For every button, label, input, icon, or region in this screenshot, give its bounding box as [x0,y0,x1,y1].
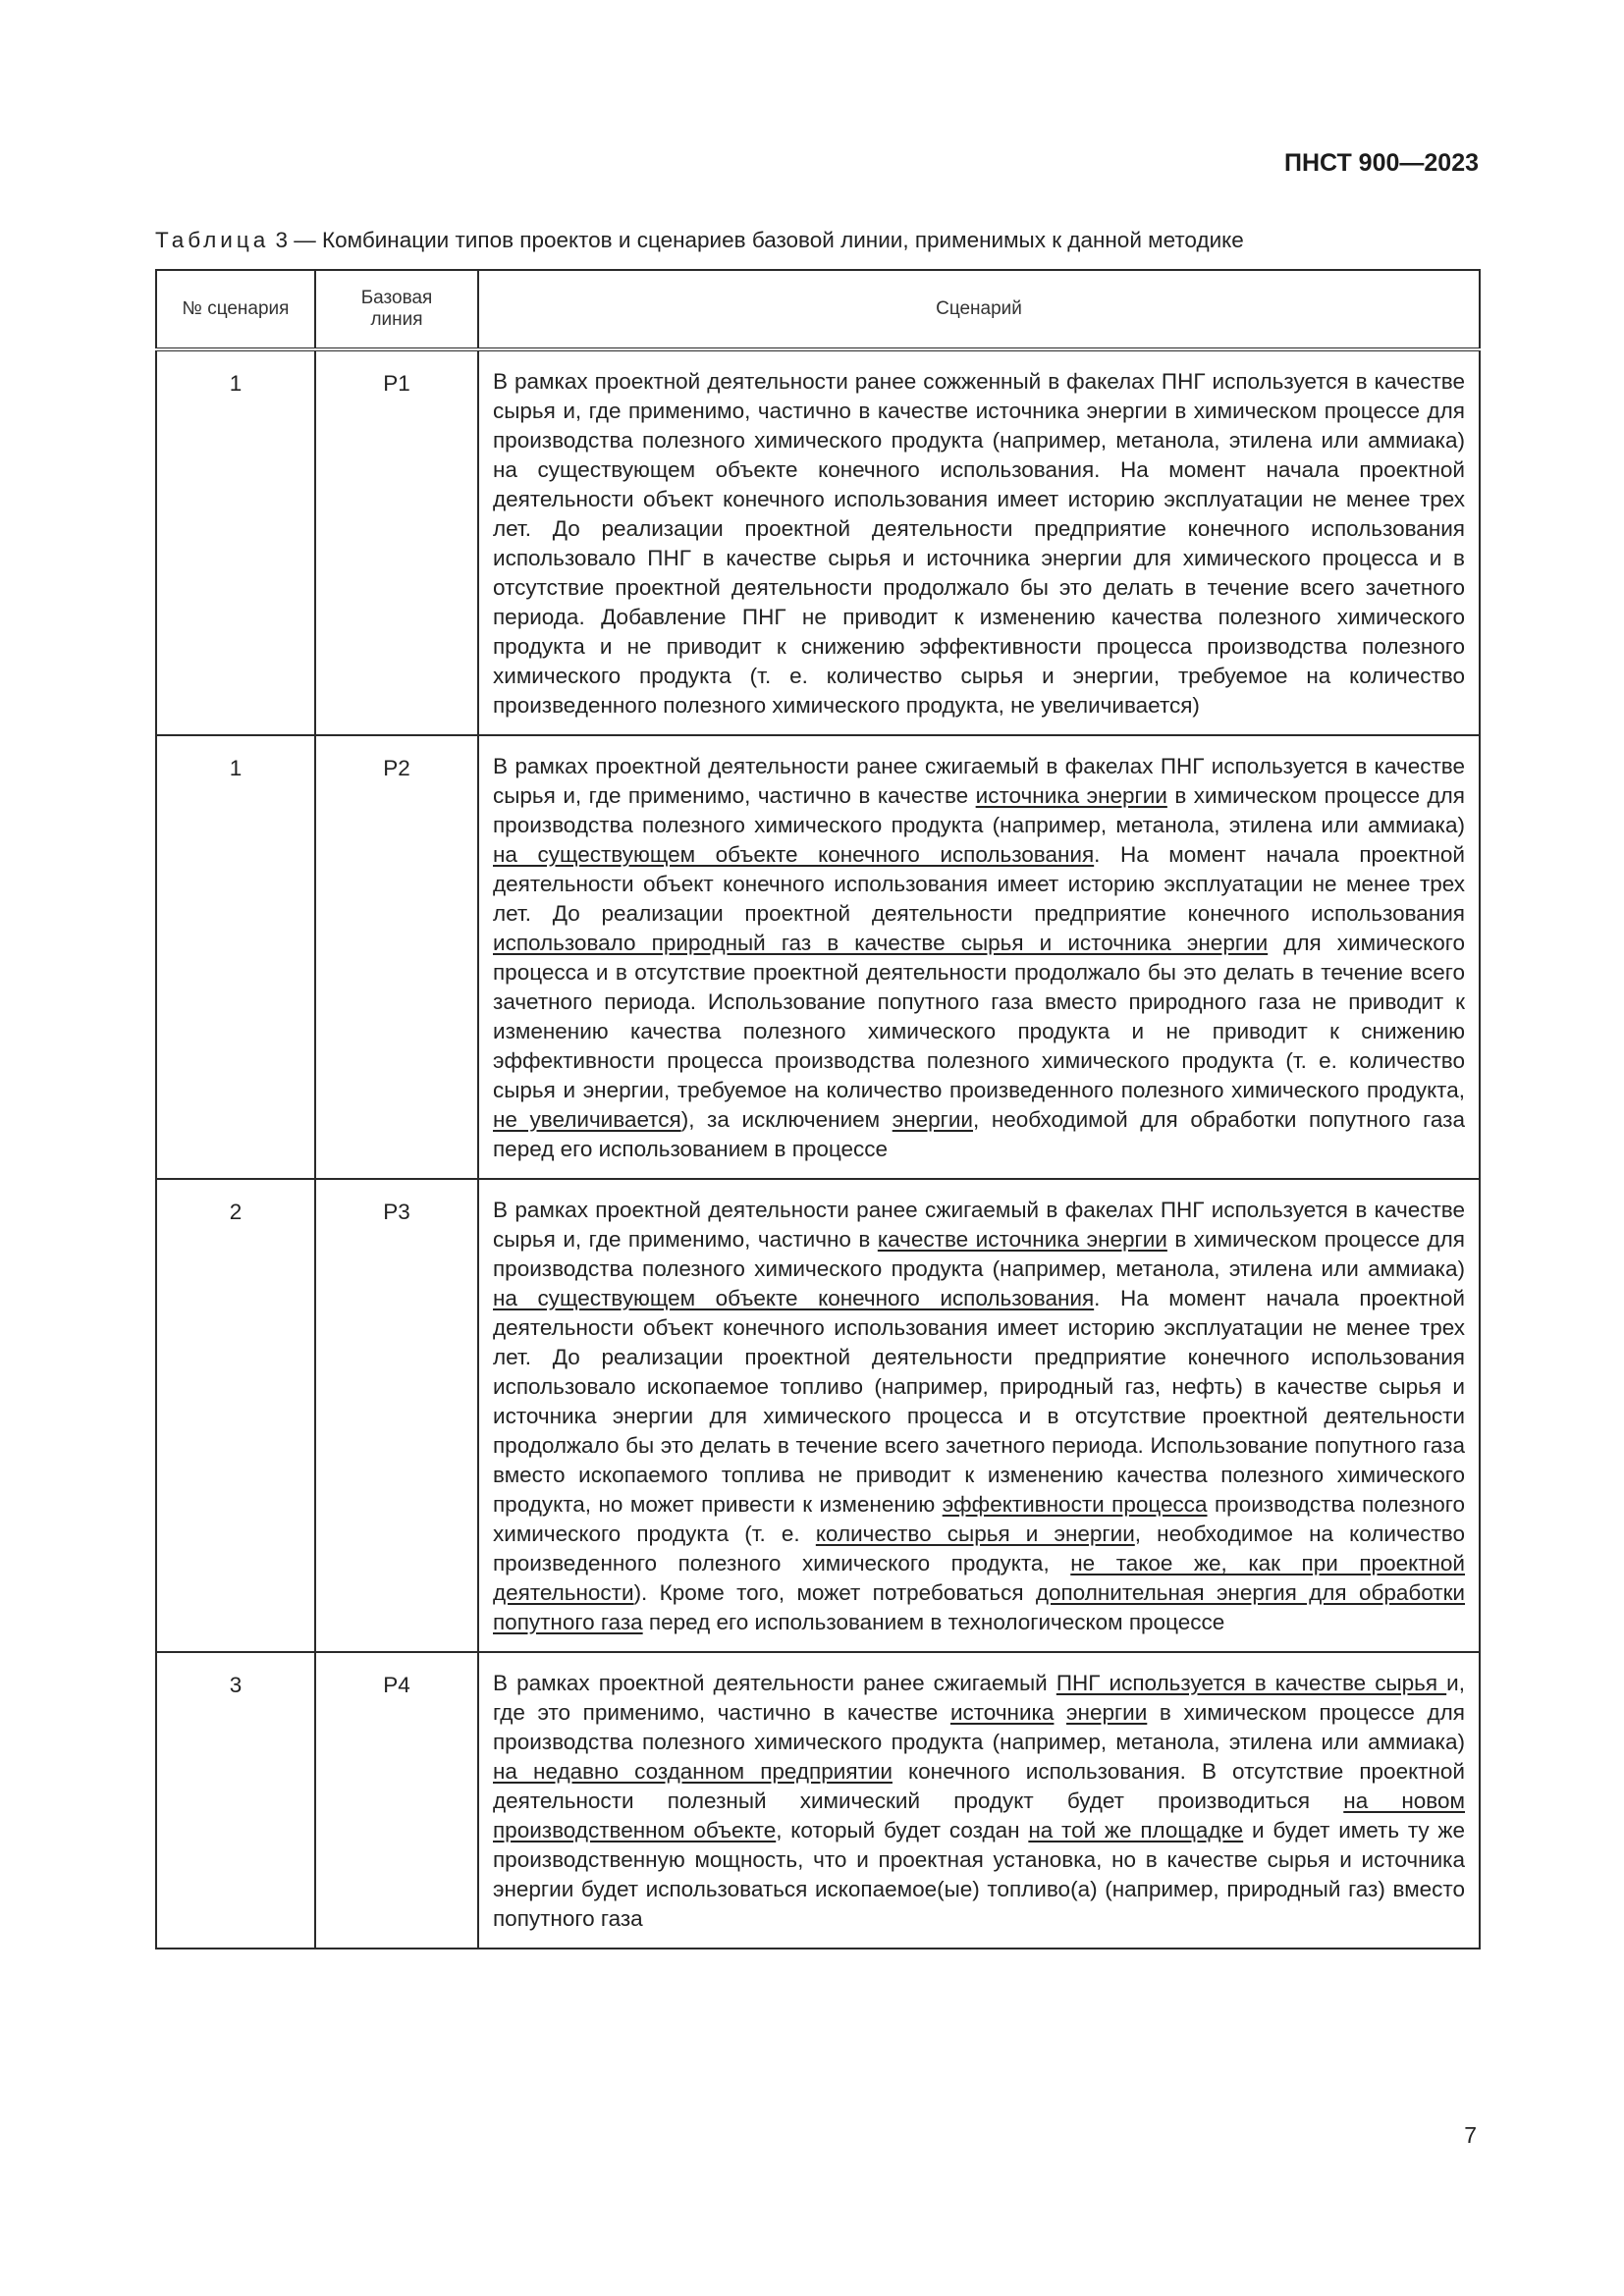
caption-label: Таблица [155,228,270,252]
underlined-text: не увеличивается [493,1107,681,1132]
description-text: , необходимой для обработки попутного газа перед его использованием в процессе [493,1107,1465,1161]
underlined-text: количество сырья и энергии [815,1522,1135,1546]
description-text: , который будет создан [776,1818,1029,1842]
scenario-number-cell: 3 [156,1652,315,1949]
description-text: . На момент начала проектной деятельности объект конечного использования имеет историю эксплуатации не менее трех лет. До реализации проектной деятельности предприятие конечного использования использовало ископаемое топливо (например, природный газ, нефть) в качестве сырья и источника энергии для химического процесса и в отсутствие проектной деятельности продолжало бы это делать в течение всего зачетного периода. Использование попутного газа вместо ископаемого топлива не приводит к изменению качества полезного химического продукта, но может привести к изменению [493,1286,1465,1517]
caption-title: 3 — Комбинации типов проектов и сценариев базовой линии, применимых к данной методике [269,228,1244,252]
header-scenario: Сценарий [478,270,1480,349]
underlined-text: на существующем объекте конечного использования [493,1286,1095,1310]
table-row [156,1652,1480,1949]
scenario-description-cell [478,1179,1480,1652]
baseline-cell: P2 [315,735,478,1179]
description-text: и, где это применимо, частично в качестве [493,1671,1465,1725]
table-caption [155,228,1244,253]
underlined-text: не такое же, как при проектной деятельности [493,1551,1466,1605]
table-row [156,735,1480,1179]
description-text: В рамках проектной деятельности ранее сжигаемый в факелах ПНГ используется в качестве сырья и, где применимо, частично в [493,1198,1465,1252]
scenario-description-cell [478,349,1480,735]
description-text: конечного использования. В отсутствие проектной деятельности полезный химический продукт будет производиться [493,1759,1465,1813]
underlined-text: на недавно созданном предприятии [493,1759,893,1784]
scenario-description-cell [478,735,1480,1179]
description-text: ). Кроме того, может потребоваться [633,1580,1036,1605]
underlined-text: источника энергии [975,783,1167,808]
header-baseline-line2: линия [370,309,423,330]
table-row [156,349,1480,735]
description-text: , необходимое на количество произведенного полезного химического продукта, [493,1522,1465,1575]
standard-code: ПНСТ 900—2023 [1284,149,1479,177]
header-baseline-line1: Базовая [360,288,433,308]
header-scenario-number: № сценария [156,270,315,349]
underlined-text: энергии [1066,1700,1148,1725]
description-text: ), за исключением [680,1107,893,1132]
table-header-row [156,270,1480,349]
underlined-text: на новом производственном объекте [493,1789,1465,1842]
description-text: производства полезного химического продукта (т. е. [493,1492,1465,1546]
description-text: для химического процесса и в отсутствие проектной деятельности продолжало бы это делать в течение всего зачетного периода. Использование попутного газа вместо природного газа не приводит к изменению качества полезного химического продукта и не приводит к снижению эффективности процесса производства полезного химического продукта (т. е. количество сырья и энергии, требуемое на количество произведенного полезного химического продукта, [493,931,1465,1102]
table-row [156,1179,1480,1652]
underlined-text: качестве источника энергии [877,1227,1167,1252]
header-baseline [315,270,478,349]
underlined-text: источника [949,1700,1055,1725]
underlined-text: использовало природный газ в качестве сырья и источника энергии [493,931,1269,955]
underlined-text: на той же площадке [1028,1818,1244,1842]
underlined-text: ПНГ используется в качестве сырья [1056,1671,1447,1695]
description-text [1054,1700,1066,1725]
description-text: В рамках проектной деятельности ранее сжигаемый в факелах ПНГ используется в качестве сырья и, где применимо, частично в качестве [493,754,1465,808]
description-text: в химическом процессе для производства полезного химического продукта (например, метанола, этилена или аммиака) [493,783,1465,837]
baseline-cell: P4 [315,1652,478,1949]
description-text: В рамках проектной деятельности ранее сожженный в факелах ПНГ используется в качестве сырья и, где применимо, частично в качестве источника энергии в химическом процессе для производства полезного химического продукта (например, метанола, этилена или аммиака) на существующем объекте конечного использования. На момент начала проектной деятельности объект конечного использования имеет историю эксплуатации не менее трех лет. До реализации проектной деятельности предприятие конечного использования использовало ПНГ в качестве сырья и источника энергии для химического процесса и в отсутствие проектной деятельности продолжало бы это делать в течение всего зачетного периода. Добавление ПНГ не приводит к изменению качества полезного химического продукта и не приводит к снижению эффективности процесса производства полезного химического продукта (т. е. количество сырья и энергии, требуемое на количество произведенного полезного химического продукта, не увеличивается) [493,369,1465,718]
baseline-cell: P3 [315,1179,478,1652]
page-number: 7 [1464,2122,1477,2148]
description-text: В рамках проектной деятельности ранее сжигаемый [493,1671,1056,1695]
baseline-cell: P1 [315,349,478,735]
scenario-number-cell: 1 [156,349,315,735]
scenario-table [155,269,1481,1949]
scenario-number-cell: 1 [156,735,315,1179]
underlined-text: эффективности процесса [942,1492,1208,1517]
scenario-description-cell [478,1652,1480,1949]
description-text: в химическом процессе для производства полезного химического продукта (например, метанола, этилена или аммиака) [493,1700,1465,1754]
description-text: в химическом процессе для производства полезного химического продукта (например, метанола, этилена или аммиака) [493,1227,1465,1281]
underlined-text: на существующем объекте конечного использования [493,842,1095,867]
description-text: . На момент начала проектной деятельности объект конечного использования имеет историю эксплуатации не менее трех лет. До реализации проектной деятельности предприятие конечного использования [493,842,1465,926]
scenario-number-cell: 2 [156,1179,315,1652]
description-text: перед его использованием в технологическом процессе [642,1610,1225,1634]
underlined-text: энергии [892,1107,973,1132]
underlined-text: дополнительная энергия для обработки попутного газа [493,1580,1466,1634]
description-text: и будет иметь ту же производственную мощность, что и проектная установка, но в качестве сырья и источника энергии будет использоваться ископаемое(ые) топливо(а) (например, природный газ) вместо попутного газа [493,1818,1465,1931]
